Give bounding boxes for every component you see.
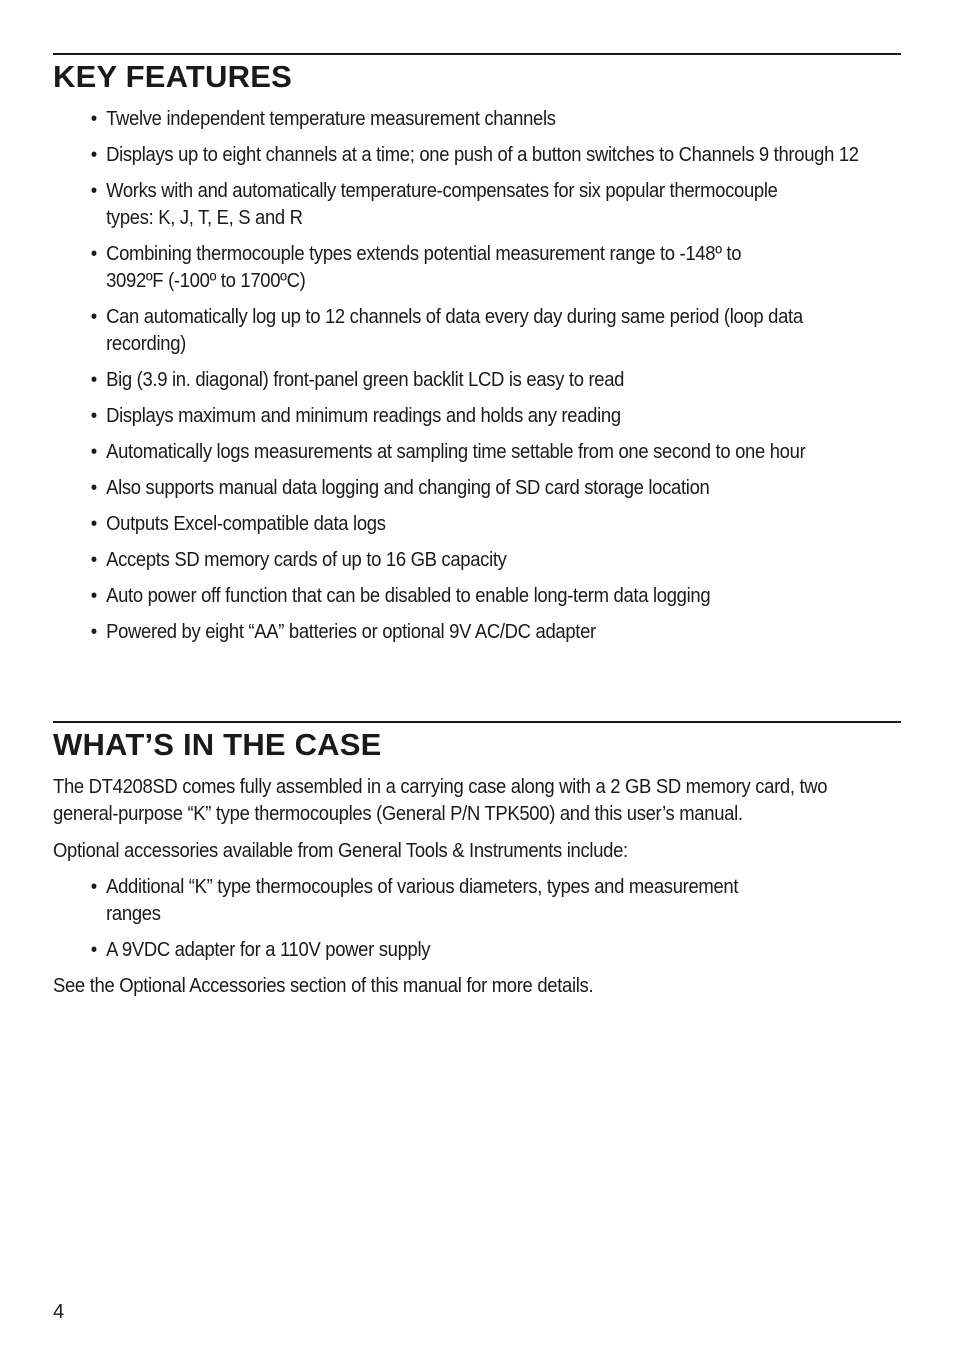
bullet-glyph: • [90,875,97,898]
bullet-glyph: • [90,548,97,571]
key-features-title: KEY FEATURES [53,59,292,94]
accessory-item: • Additional “K” type thermocouples of various diameters, types and measurement ranges [90,875,739,925]
bullet-glyph: • [90,305,97,328]
bullet-glyph: • [90,584,97,607]
optional-accessories-intro: Optional accessories available from General Tools & Instruments include: [53,839,628,862]
feature-item: • Outputs Excel-compatible data logs [90,512,386,535]
section-divider [53,721,901,723]
feature-item: • Auto power off function that can be disabled to enable long-term data logging [90,584,711,607]
feature-item: • Can automatically log up to 12 channels of data every day during same period (loop data recording) [90,305,803,355]
feature-item: • Works with and automatically temperature-compensates for six popular thermocouple types: K, J, T, E, S and R [90,179,778,229]
bullet-glyph: • [90,404,97,427]
feature-item: • Twelve independent temperature measurement channels [90,107,556,130]
bullet-glyph: • [90,242,97,265]
feature-item: • Displays up to eight channels at a time; one push of a button switches to Channels 9 through 12 [90,143,859,166]
bullet-glyph: • [90,512,97,535]
feature-item: • Combining thermocouple types extends potential measurement range to -148º to 3092ºF (-100º to 1700ºC) [90,242,742,292]
bullet-glyph: • [90,368,97,391]
key-features-list [91,105,899,645]
feature-item: • Big (3.9 in. diagonal) front-panel green backlit LCD is easy to read [90,368,625,391]
bullet-glyph: • [90,179,97,202]
accessory-item: • A 9VDC adapter for a 110V power supply [90,938,431,961]
whats-in-case-title: WHAT’S IN THE CASE [53,727,382,762]
bullet-glyph: • [90,620,97,643]
closing-note: See the Optional Accessories section of this manual for more details. [53,974,594,997]
page-number: 4 [53,1301,65,1323]
section-divider [53,53,901,55]
bullet-glyph: • [90,440,97,463]
feature-item: • Accepts SD memory cards of up to 16 GB capacity [90,548,507,571]
whats-in-case-section [53,721,901,999]
bullet-glyph: • [90,107,97,130]
bullet-glyph: • [90,938,97,961]
feature-item: • Automatically logs measurements at sampling time settable from one second to one hour [90,440,806,463]
case-contents-paragraph: The DT4208SD comes fully assembled in a carrying case along with a 2 GB SD memory card, two general-purpose “K” type thermocouples (General P/N TPK500) and this user’s manual. [53,775,828,825]
feature-item: • Displays maximum and minimum readings and holds any reading [90,404,621,427]
bullet-glyph: • [90,143,97,166]
feature-item: • Also supports manual data logging and changing of SD card storage location [90,476,710,499]
optional-accessories-list [91,873,899,963]
bullet-glyph: • [90,476,97,499]
key-features-section [53,53,901,654]
feature-item: • Powered by eight “AA” batteries or optional 9V AC/DC adapter [90,620,596,643]
